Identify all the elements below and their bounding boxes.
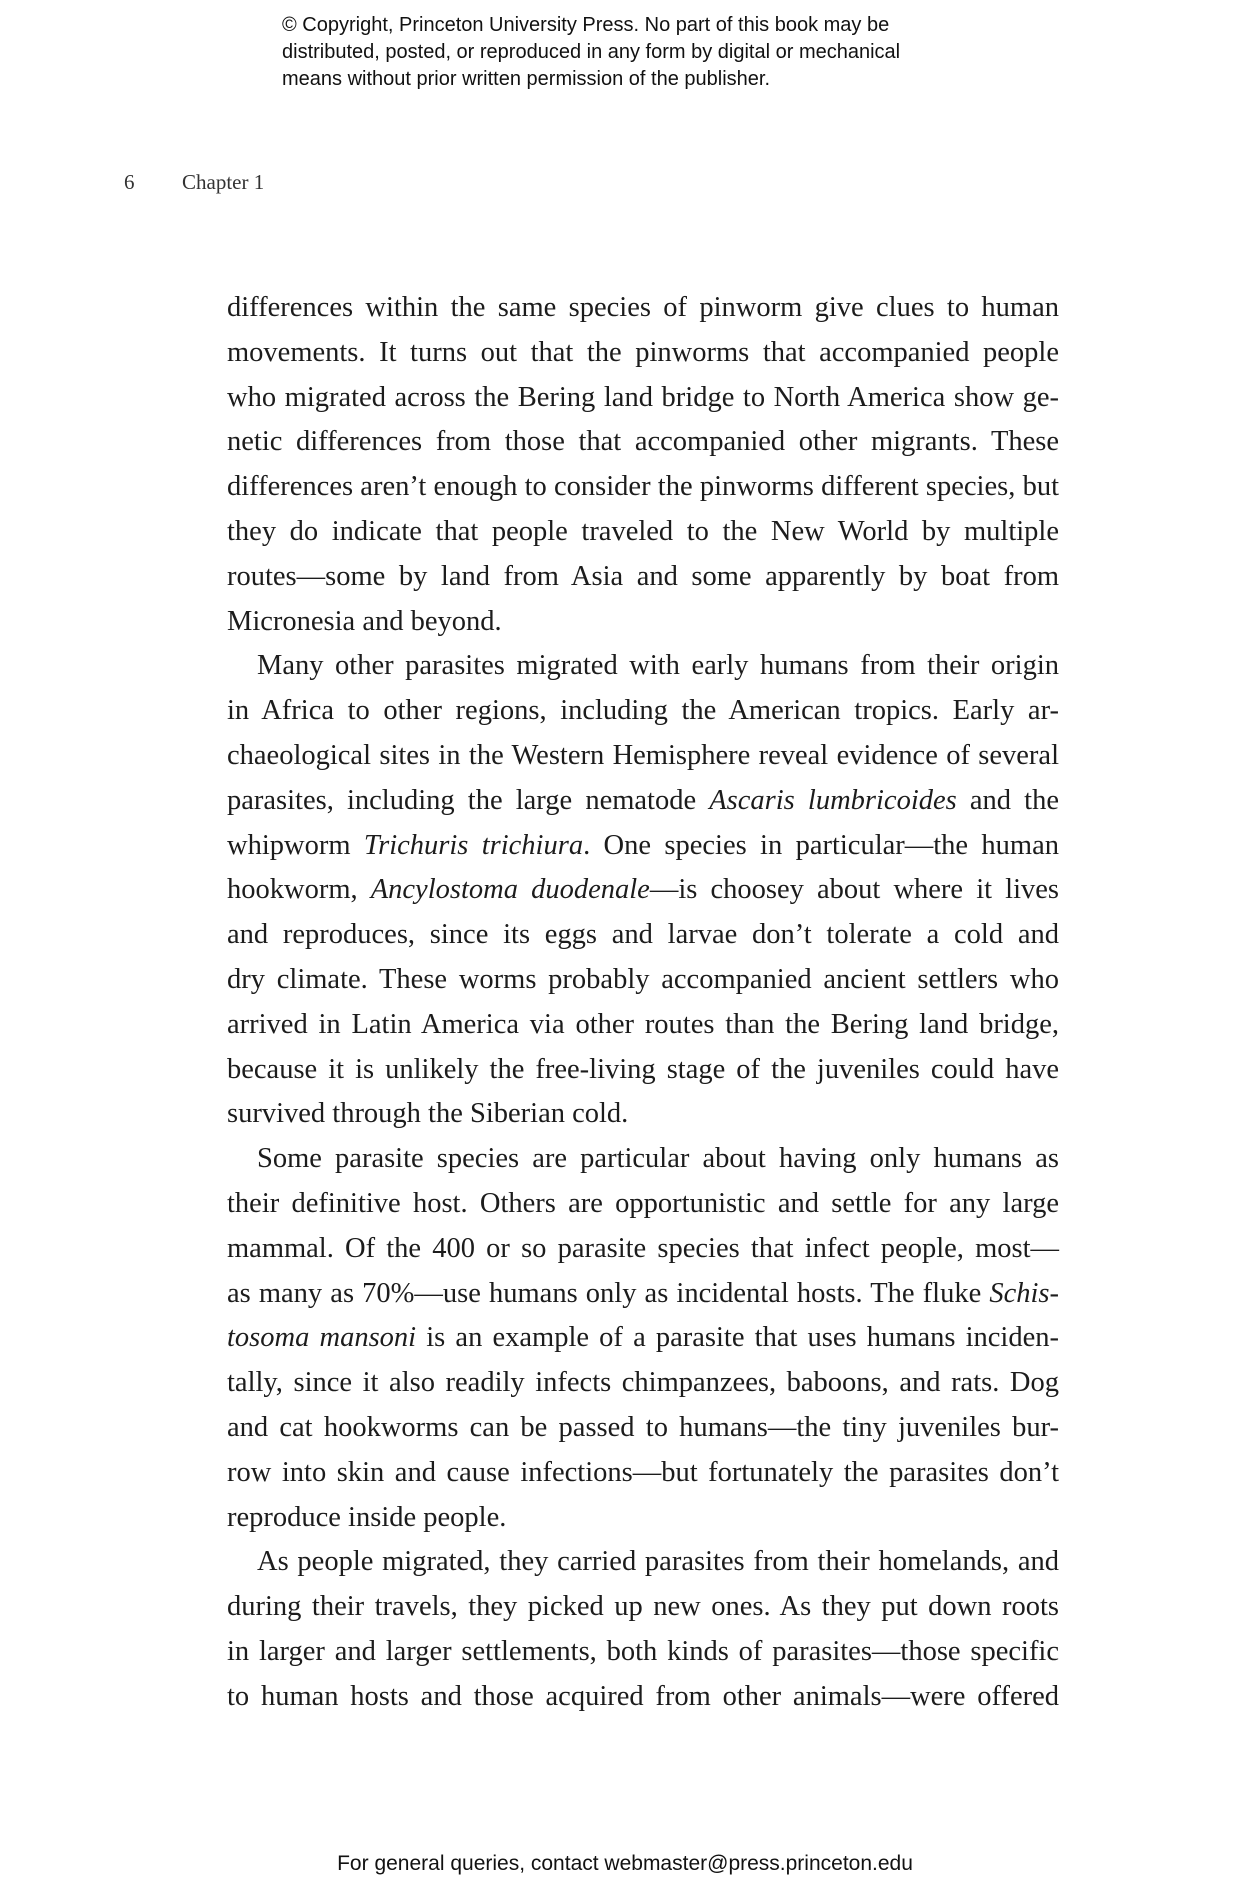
page-number: 6 [124,170,135,194]
text-line: whipworm Trichuris trichiura. One species in particular—the human [227,829,1059,861]
text-line: during their travels, they picked up new ones. As they put down roots [227,1591,1059,1623]
text-line: chaeological sites in the Western Hemisphere reveal evidence of several [227,739,1059,771]
text-line: who migrated across the Bering land bridge to North America show ge- [227,381,1059,413]
italic-species-name: Trichuris trichiura [363,829,584,861]
text-line: their definitive host. Others are opportunistic and settle for any large [227,1187,1059,1219]
text-line: parasites, including the large nematode Ascaris lumbricoides and the [227,784,1059,816]
text-line: differences within the same species of pinworm give clues to human [227,292,1059,323]
text-line: netic differences from those that accompanied other migrants. These [227,426,1059,458]
copyright-line: distributed, posted, or reproduced in any form by digital or mechanical [282,41,901,63]
text-line: to human hosts and those acquired from other animals—were offered [227,1680,1059,1712]
text-line: routes—some by land from Asia and some apparently by boat from [227,560,1059,592]
text-line: dry climate. These worms probably accompanied ancient settlers who [227,963,1059,995]
body-text [227,286,1059,1720]
running-head [124,170,264,195]
text-line: arrived in Latin America via other routes than the Bering land bridge, [227,1008,1059,1040]
text-line: As people migrated, they carried parasites from their homelands, and [257,1546,1059,1578]
text-line: in Africa to other regions, including the American tropics. Early ar- [227,695,1059,727]
text-line: Some parasite species are particular about having only humans as [257,1143,1059,1175]
italic-species-name: tosoma mansoni [227,1322,417,1354]
text-line: and reproduces, since its eggs and larvae don’t tolerate a cold and [227,919,1059,951]
text-line: Many other parasites migrated with early humans from their origin [257,650,1059,682]
copyright-line: means without prior written permission of the publisher. [282,68,771,90]
text-line: because it is unlikely the free-living stage of the juveniles could have [227,1053,1059,1085]
copyright-notice [282,12,1042,93]
text-line: they do indicate that people traveled to the New World by multiple [227,515,1059,547]
text-line: differences aren’t enough to consider the pinworms different species, but [227,471,1059,503]
text-line: in larger and larger settlements, both kinds of parasites—those specific [227,1635,1059,1667]
text-line: mammal. Of the 400 or so parasite species that infect people, most— [227,1232,1059,1264]
text-line: tosoma mansoni is an example of a parasite that uses humans inciden- [227,1322,1059,1354]
italic-species-name: Ancylostoma duodenale [370,874,650,906]
text-line: movements. It turns out that the pinworms that accompanied people [227,336,1059,368]
italic-species-name: Schis- [989,1277,1059,1309]
text-line: row into skin and cause infections—but fortunately the parasites don’t [227,1456,1059,1488]
text-line: survived through the Siberian cold. [227,1098,629,1130]
text-line: as many as 70%—use humans only as incidental hosts. The fluke Schis- [227,1277,1059,1309]
text-line: tally, since it also readily infects chimpanzees, baboons, and rats. Dog [227,1367,1059,1399]
text-line: hookworm, Ancylostoma duodenale—is choosey about where it lives [227,874,1059,906]
text-line: and cat hookworms can be passed to humans—the tiny juveniles bur- [227,1411,1059,1443]
italic-species-name: Ascaris lumbricoides [709,784,957,816]
text-line: reproduce inside people. [227,1501,507,1533]
text-line: Micronesia and beyond. [227,605,502,637]
chapter-label: Chapter 1 [182,170,265,194]
footer-contact: For general queries, contact webmaster@press.princeton.edu [337,1852,913,1875]
copyright-line: © Copyright, Princeton University Press. No part of this book may be [282,14,890,36]
